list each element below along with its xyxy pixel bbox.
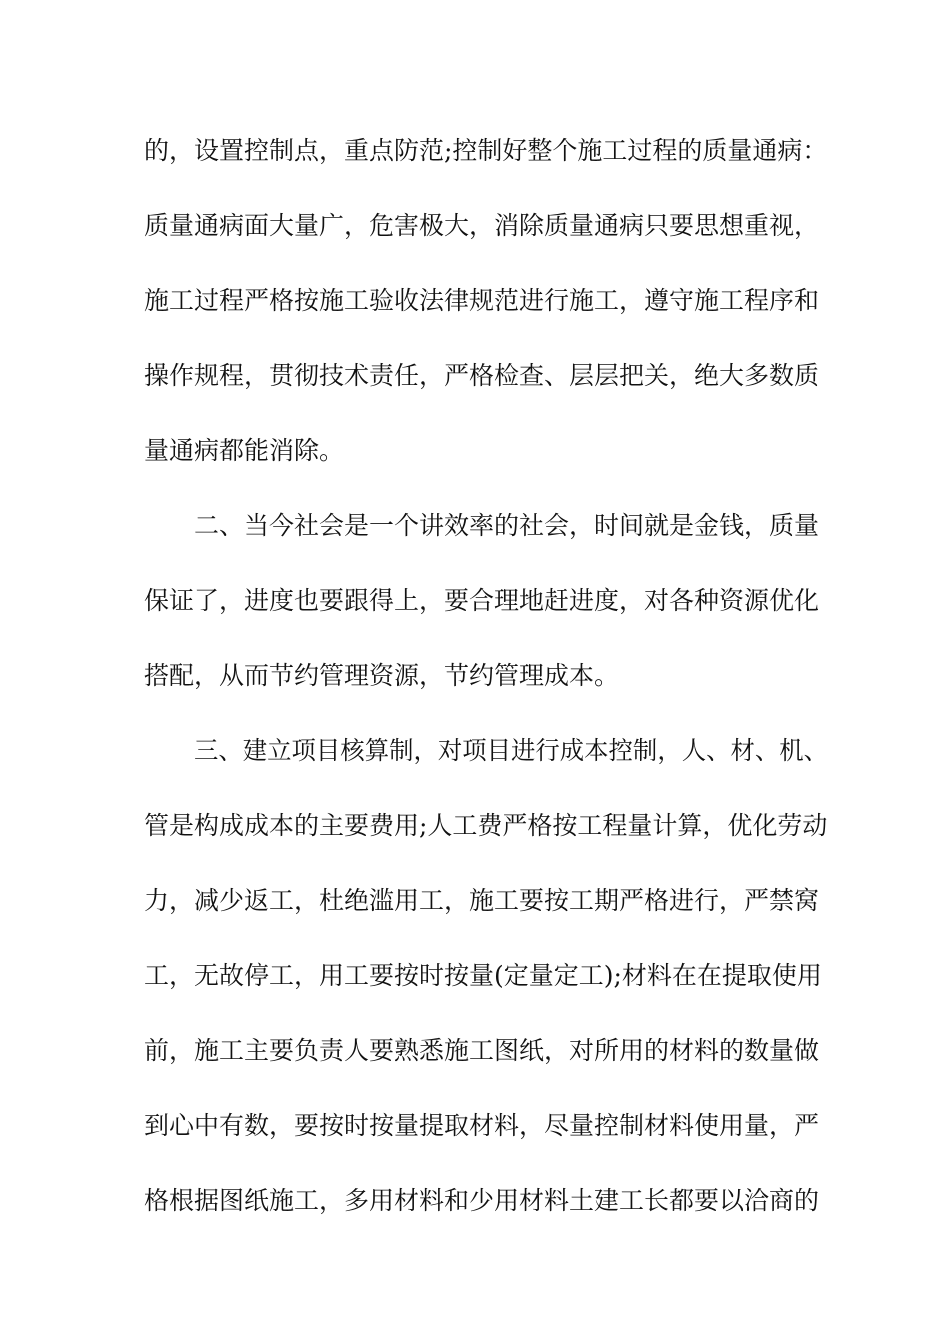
text-line: 格根据图纸施工，多用材料和少用材料土建工长都要以洽商的 bbox=[144, 1186, 820, 1215]
paragraph-start-line: 二、当今社会是一个讲效率的社会，时间就是金钱，质量 bbox=[194, 511, 820, 540]
text-line: 质量通病面大量广，危害极大，消除质量通病只要思想重视， bbox=[144, 211, 820, 240]
text-line: 工，无故停工，用工要按时按量(定量定工);材料在在提取使用 bbox=[144, 961, 822, 990]
paragraph-start-line: 三、建立项目核算制，对项目进行成本控制，人、材、机、 bbox=[194, 736, 829, 765]
text-line: 前，施工主要负责人要熟悉施工图纸，对所用的材料的数量做 bbox=[144, 1036, 820, 1065]
text-line: 量通病都能消除。 bbox=[144, 436, 345, 465]
text-line: 保证了，进度也要跟得上，要合理地赶进度，对各种资源优化 bbox=[144, 586, 820, 615]
text-line: 的，设置控制点，重点防范;控制好整个施工过程的质量通病： bbox=[144, 136, 828, 165]
text-line: 操作规程，贯彻技术责任，严格检查、层层把关，绝大多数质 bbox=[144, 361, 820, 390]
text-line: 到心中有数，要按时按量提取材料，尽量控制材料使用量，严 bbox=[144, 1111, 820, 1140]
text-line: 搭配，从而节约管理资源，节约管理成本。 bbox=[144, 661, 620, 690]
text-line: 力，减少返工，杜绝滥用工，施工要按工期严格进行，严禁窝 bbox=[144, 886, 820, 915]
text-line: 施工过程严格按施工验收法律规范进行施工，遵守施工程序和 bbox=[144, 286, 820, 315]
text-line: 管是构成成本的主要费用;人工费严格按工程量计算，优化劳动 bbox=[144, 811, 828, 840]
